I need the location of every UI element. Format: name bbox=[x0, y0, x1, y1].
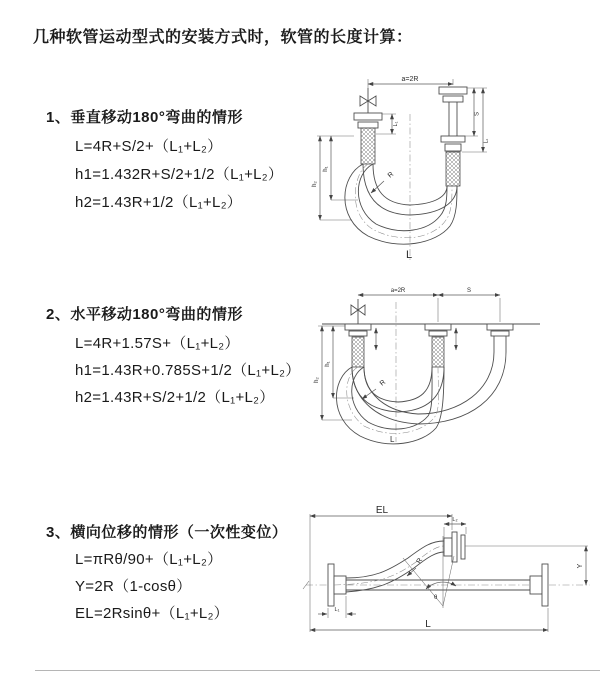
section3-formula-L: L=πRθ/90+（L₁+L₂） bbox=[75, 551, 223, 568]
radius-label: R bbox=[386, 170, 396, 180]
dimension-l bbox=[310, 608, 548, 632]
section3-formula-Y: Y=2R（1-cosθ） bbox=[75, 578, 192, 595]
left-fitting bbox=[345, 324, 371, 367]
section1-heading: 1、垂直移动180°弯曲的情形 bbox=[46, 109, 243, 126]
dim-h1-label: h₁ bbox=[325, 361, 331, 367]
section2-formula-L: L=4R+1.57S+（L₁+L₂） bbox=[75, 335, 240, 352]
valve-icon bbox=[360, 88, 376, 113]
radius-label: R bbox=[378, 378, 388, 388]
right-fitting bbox=[439, 87, 467, 186]
right-flange bbox=[530, 564, 548, 606]
dimension-h1 bbox=[317, 136, 358, 200]
dimension-y bbox=[577, 546, 586, 585]
section2-formula-h1: h1=1.43R+0.785S+1/2（L₁+L₂） bbox=[75, 362, 301, 379]
dim-l2-label: L₂ bbox=[452, 517, 458, 523]
section2-formula-h2: h2=1.43R+S/2+1/2（L₁+L₂） bbox=[75, 389, 275, 406]
section3-formula-EL: EL=2Rsinθ+（L₁+L₂） bbox=[75, 605, 229, 622]
dimension-l1 bbox=[318, 596, 356, 618]
dim-y-label: Y bbox=[577, 563, 584, 569]
section1-formula-h2: h2=1.43R+1/2（L₁+L₂） bbox=[75, 194, 243, 211]
radius-callout bbox=[371, 171, 395, 193]
diagram-horizontal-180-bend bbox=[308, 282, 600, 454]
hose-s-curve bbox=[334, 541, 444, 592]
dimension-h1 bbox=[318, 326, 354, 398]
dimension-a2r bbox=[368, 76, 453, 88]
middle-fitting bbox=[425, 324, 451, 367]
dim-h2-label: h₂ bbox=[314, 377, 320, 383]
dim-s-label: S bbox=[474, 111, 481, 117]
left-fitting bbox=[354, 113, 382, 164]
dim-a2r-label: a=2R bbox=[390, 288, 406, 294]
length-label: L bbox=[390, 435, 395, 444]
dimension-l2 bbox=[483, 88, 490, 152]
section2-heading: 2、水平移动180°弯曲的情形 bbox=[46, 306, 243, 323]
dim-a2r-label: a=2R bbox=[401, 76, 419, 83]
valve-icon bbox=[351, 299, 365, 324]
dim-l1-label: L₁ bbox=[334, 607, 340, 613]
dim-l-label: L bbox=[425, 619, 431, 630]
page-title: 几种软管运动型式的安装方式时，软管的长度计算： bbox=[33, 29, 413, 46]
dim-h1-label: h₁ bbox=[323, 166, 329, 172]
dim-s-label: S bbox=[466, 288, 472, 294]
angle-label: θ bbox=[434, 595, 438, 601]
scan-edge-line bbox=[35, 670, 600, 671]
length-label: L bbox=[406, 249, 413, 261]
dimension-a2r bbox=[358, 288, 500, 322]
dim-h2-label: h₂ bbox=[312, 181, 318, 187]
section1-formula-L: L=4R+S/2+（L₁+L₂） bbox=[75, 138, 223, 155]
dim-l1-label: L₁ bbox=[393, 121, 399, 127]
diagram-vertical-180-bend bbox=[310, 68, 600, 263]
dim-el-label: EL bbox=[375, 505, 389, 516]
hose-bends bbox=[345, 164, 457, 244]
section3-heading: 3、横向位移的情形（一次性变位） bbox=[46, 524, 288, 541]
dim-l2-label: L₂ bbox=[483, 138, 490, 144]
displaced-flange bbox=[444, 532, 465, 562]
dimension-s bbox=[438, 288, 500, 295]
right-fitting bbox=[487, 324, 513, 352]
diagram-lateral-displacement bbox=[298, 500, 600, 645]
section1-formula-h1: h1=1.432R+S/2+1/2（L₁+L₂） bbox=[75, 166, 284, 183]
radius-label: R bbox=[415, 557, 425, 565]
